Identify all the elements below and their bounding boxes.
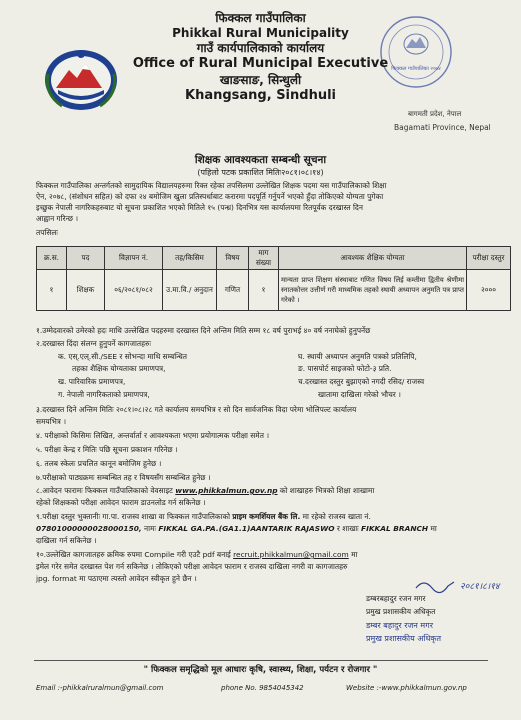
signature-scribble: [414, 576, 509, 594]
condition-6: ६. तलब स्केलः प्रचलित कानून बमोजिम हुनेछ ।: [36, 459, 162, 468]
condition-8-cont: रहेको शिक्षकको परीक्षा आवेदन फाराम डाउनलोड गर्न सकिनेछ ।: [36, 498, 206, 507]
branch-label: र शाखाः: [336, 524, 359, 533]
vacancy-table: [36, 246, 511, 311]
signatory-name: डम्बरबहादुर रजन मगर: [366, 594, 426, 603]
recruit-email-link[interactable]: recruit.phikkalmun@gmail.com: [233, 550, 349, 559]
province-en: Bagamati Province, Nepal: [394, 123, 491, 132]
municipality-name-ne: फिक्कल गाउँपालिका: [215, 11, 306, 25]
header-ad-no: विज्ञापन नं.: [105, 247, 163, 270]
notice-title: शिक्षक आवश्यकता सम्बन्धी सूचना: [194, 154, 327, 166]
cell-demand: १: [249, 270, 279, 311]
cell-post: शिक्षक: [67, 270, 105, 311]
header-post: पद: [67, 247, 105, 270]
header-level: तह/किसिम: [163, 247, 217, 270]
condition-1: १.उम्मेदवारको उमेरको हदः माथि उल्लेखित पदहरुमा दरखास्त दिने अन्तिम मिति सम्म १८ वर्ष पुराभई ४० वर्ष ननाघेको हुनुपर्नेछ: [36, 326, 371, 335]
condition-8-text-post: को शाखाहरु भित्रको शिक्षा शाखामा: [279, 486, 375, 495]
condition-10-text: १०.उल्लेखित कागजातहरु क्रमिक रुपमा Compile गरी एउटै pdf बनाई: [36, 550, 231, 559]
condition-2: २.दरखास्त दिंदा संलग्न हुनुपर्ने कागजातहरुः: [36, 339, 151, 348]
table-header-row: [37, 247, 511, 270]
condition-4: ४. परीक्षाको किसिमः लिखित, अन्तर्वार्ता र आवश्यकता भएमा प्रयोगात्मक परीक्षा समेत ।: [36, 431, 270, 440]
footer-email[interactable]: Email :-phikkalruralmun@gmail.com: [36, 684, 164, 692]
condition-9-text: ९.परीक्षा दस्तुर भुक्तानीः गा.पा. राजस्व शाखा वा फिक्कल गाउँपालिकाको: [36, 512, 231, 521]
province-ne: बागमती प्रदेश, नेपाल: [408, 110, 462, 118]
intro-line: इच्छुक नेपाली नागरिकहरुबाट यो सूचना प्रकाशित भएको मितिले १५ (पन्ध्र) दिनभित्र यस कार्यालयमा रितपूर्वक दरखास्त दिन: [36, 203, 363, 212]
footer-divider: [34, 660, 488, 661]
condition-5: ५. परीक्षा केन्द्र र मितिः पछि सूचना प्रकाशन गरिनेछ ।: [36, 445, 178, 454]
header-qualification: आवश्यक शैक्षिक योग्यता: [279, 247, 467, 270]
website-link[interactable]: www.phikkalmun.gov.np: [175, 486, 278, 495]
header-demand: माग संख्या: [249, 247, 279, 270]
document-d: घ. स्थायी अध्यापन अनुमति पत्रको प्रतिलिपि,: [298, 352, 417, 361]
intro-line: फिक्कल गाउँपालिका अन्तर्गतको सामुदायिक विद्यालयहरुमा रिक्त रहेका तपसिलमा उल्लेखित शिक्षक पदमा यस गाउँपालिकाको शिक्षा: [36, 181, 387, 190]
place-ne: खाङसाङ, सिन्धुली: [219, 73, 302, 87]
header-subject: विषय: [217, 247, 249, 270]
document-c: ग. नेपाली नागरिकताको प्रमाणपत्र,: [58, 390, 150, 399]
footer-website[interactable]: Website :-www.phikkalmun.gov.np: [346, 684, 467, 692]
condition-3-cont: समयभित्र ।: [36, 417, 67, 426]
footer-phone: phone No. 9854045342: [221, 684, 304, 692]
condition-10: [36, 549, 357, 560]
condition-9-end: दाखिला गर्न सकिनेछ ।: [36, 536, 97, 545]
header-sn: क्र.स.: [37, 247, 67, 270]
condition-8-text: ८.आवेदन फारामः फिक्कल गाउँपालिकाको वेवसाइट: [36, 486, 173, 495]
document-f: च.दरखास्त दस्तुर बुझाएको नगदी रसिद/ राजस्व: [298, 377, 425, 386]
cell-sn: १: [37, 270, 67, 311]
tapasil-label: तपसिलः: [36, 228, 58, 237]
document-e: ङ. पासपोर्ट साइजको फोटो-३ प्रति.: [298, 364, 392, 373]
municipality-name-en: Phikkal Rural Municipality: [172, 26, 349, 40]
document-b: ख. पारिवारिक प्रमाणपत्र,: [58, 377, 126, 386]
place-en: Khangsang, Sindhuli: [185, 88, 336, 103]
header-fee: परीक्षा दस्तुर: [467, 247, 511, 270]
condition-10-cont: इमेल गरेर समेत दरखास्त पेश गर्न सकिनेछ । तोकिएको परीक्षा आवेदन फाराम र राजस्व दाखिला नगरी वा कागजातहरु: [36, 562, 348, 571]
signatory-title: प्रमुख प्रशासकीय अधिकृत: [366, 607, 436, 616]
condition-9: [36, 511, 371, 522]
notice-date: (पहिलो पटक प्रकाशित मितिः२०८१।०८।१४): [197, 168, 324, 177]
condition-9-text-post: मा रहेको राजस्व खाता नं.: [302, 512, 371, 521]
cell-ad-no: ०६/२०८१/०८२: [105, 270, 163, 311]
signatory-stamp-name: डम्बर बहादुर रजन मगर: [366, 621, 433, 630]
account-name: FIKKAL GA.PA.(GA1.1)AANTARIK RAJASWO: [158, 524, 335, 533]
document-f-cont: खातामा दाखिला गरेको भौचर ।: [318, 390, 401, 399]
branch-name: FIKKAL BRANCH: [361, 524, 429, 533]
branch-suffix: मा: [430, 524, 437, 533]
cell-qualification: मान्यता प्राप्त शिक्षण संस्थाबाट गणित विषय लिई कम्तीमा द्वितीय श्रेणीमा स्नातकोत्तर उत्तीर्ण गरी माध्यमिक तहको स्थायी अध्यापन अनुमति पत्र प्राप्त गरेको ।: [279, 270, 467, 311]
intro-line: आह्वान गरिन्छ ।: [36, 214, 79, 223]
table-row: [37, 270, 511, 311]
cell-fee: २०००: [467, 270, 511, 311]
condition-10-suffix: मा: [351, 550, 358, 559]
office-name-en: Office of Rural Municipal Executive: [132, 56, 389, 71]
signatory-stamp-title: प्रमुख प्रशासकीय अधिकृत: [366, 634, 442, 643]
footer-contact: [36, 684, 506, 692]
stamp-text: फिक्कल गाउँपालिका २०७४: [391, 66, 441, 72]
signature-date: २०८१।८।१४: [460, 582, 500, 592]
cell-level: उ.मा.वि./ अनुदान: [163, 270, 217, 311]
condition-8: [36, 485, 374, 496]
office-name-ne: गाउँ कार्यपालिकाको कार्यालय: [196, 41, 325, 55]
condition-10-end: jpg. format मा पठाएमा त्यस्तो आवेदन स्वीकृत हुने छैन ।: [36, 574, 197, 583]
account-name-label: नामः: [144, 524, 156, 533]
intro-line: ऐन, २०७८, (संशोधन सहित) को दफा २४ बमोजिम खुला प्रतिस्पर्धाबाट करारमा पदपूर्ति गर्नुपर्ने भएको हुँदा तोकिएको योग्यता पुगेका: [36, 192, 384, 201]
condition-7: ७.परीक्षाको पाठ्यक्रमः सम्बन्धित तह र विषयसँग सम्बन्धित हुनेछ ।: [36, 473, 211, 482]
account-number: 07801000000028000150,: [36, 524, 142, 533]
document-a-cont: तहका शैक्षिक योग्यताका प्रमाणपत्र,: [72, 364, 166, 373]
condition-9-cont: [36, 523, 437, 534]
bank-name: प्राइम कमर्शियल बैंक लि.: [232, 512, 301, 521]
intro-paragraph: [36, 180, 510, 224]
document-a: क. एस्.एल्.सी./SEE र सोभन्दा माथि सम्बन्धित: [58, 352, 187, 361]
condition-3: ३.दरखास्त दिने अन्तिम मितिः २०८१।०८।२८ गते कार्यालय समयभित्र र सो दिन सार्वजनिक विदा परेमा भोलिपल्ट कार्यालय: [36, 405, 357, 414]
cell-subject: गणित: [217, 270, 249, 311]
footer-slogan: " फिक्कल समृद्धिको मूल आधारः कृषि, स्वास्थ्य, शिक्षा, पर्यटन र रोजगार ": [143, 665, 378, 675]
